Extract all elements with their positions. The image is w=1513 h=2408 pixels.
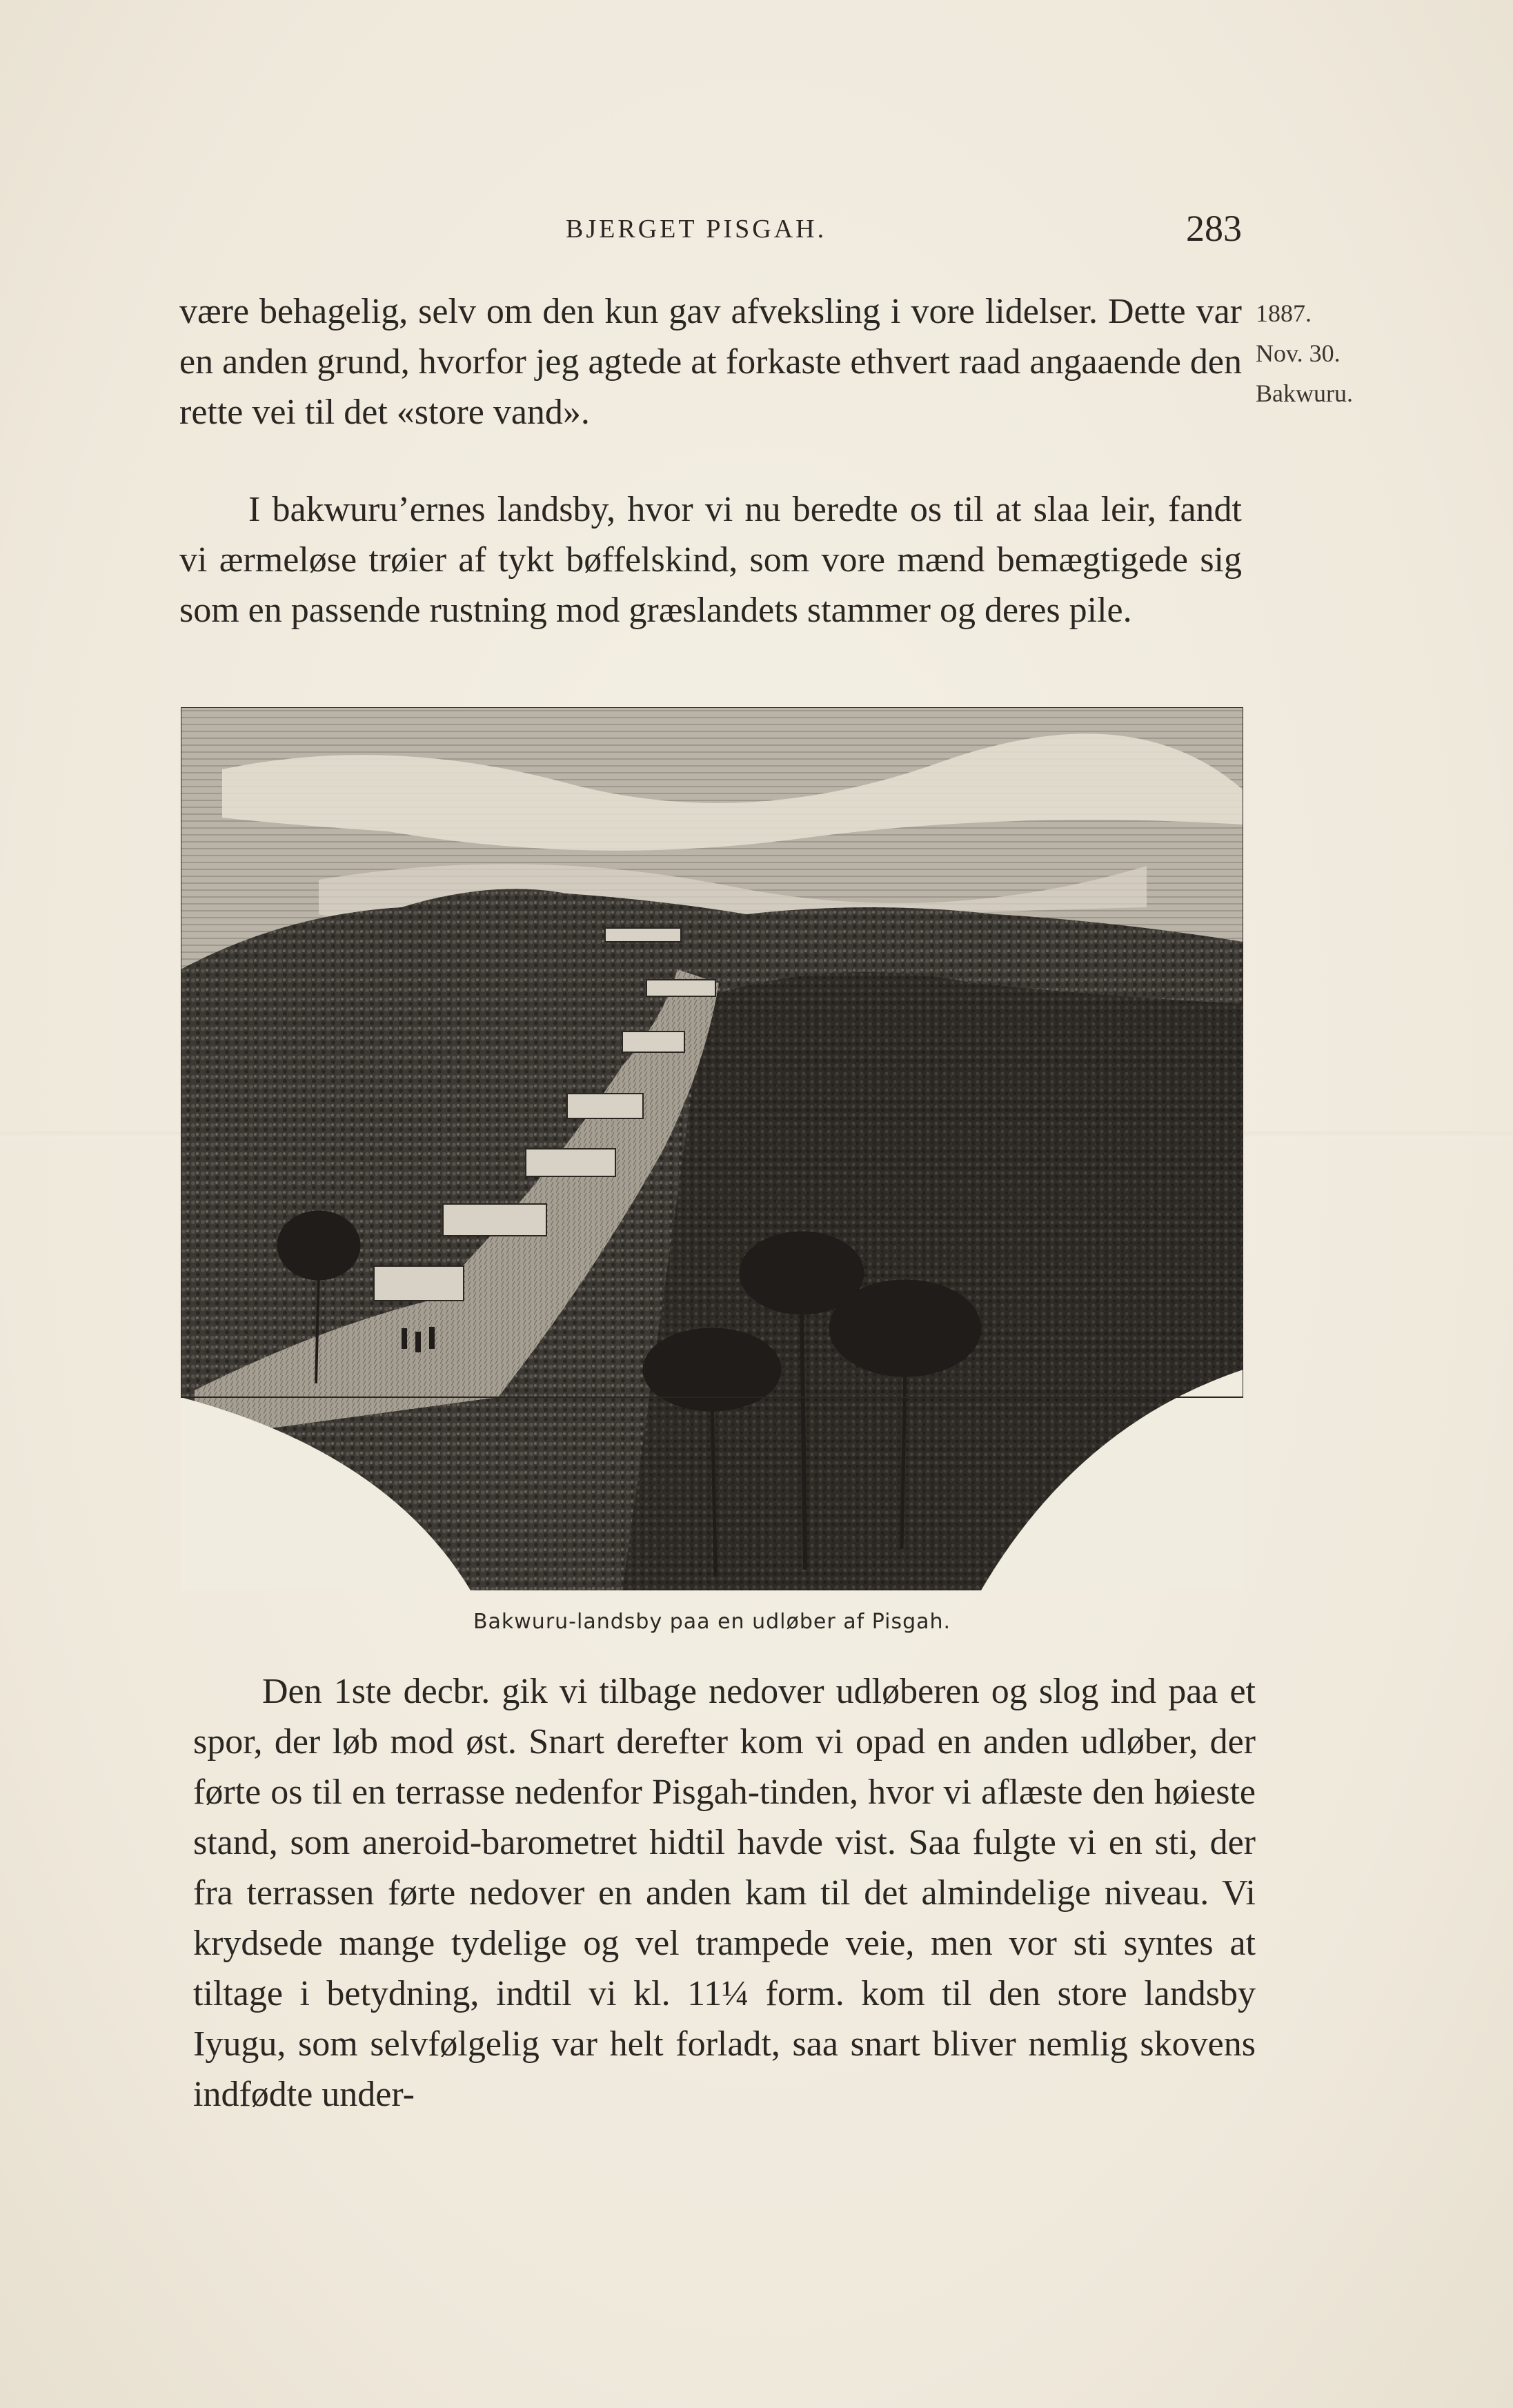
paragraph-3	[193, 1666, 1256, 2120]
margin-note-year: 1887.	[1256, 299, 1312, 327]
paragraph-1-text: være behagelig, selv om den kun gav afveksling i vore lidelser. Dette var en anden grund, hvorfor jeg agtede at forkaste ethvert raad angaaende den rette vei til det «store vand».	[179, 292, 1242, 432]
figure-caption: Bakwuru-landsby paa en udløber af Pisgah.	[473, 1610, 951, 1634]
margin-note	[1256, 293, 1394, 413]
paragraph-1	[179, 286, 1242, 437]
margin-note-date: Nov. 30.	[1256, 339, 1341, 367]
engraving-illustration	[181, 707, 1243, 1590]
page-header	[179, 207, 1242, 255]
margin-note-place: Bakwuru.	[1256, 379, 1353, 407]
running-head: BJERGET PISGAH.	[566, 215, 827, 244]
page-number: 283	[1186, 208, 1242, 249]
paragraph-2-text: I bakwuru’ernes landsby, hvor vi nu beredte os til at slaa leir, fandt vi ærmeløse trøier af tykt bøffelskind, som vore mænd bemægtigede sig som en passende rustning mod græslandets stammer og deres pile.	[179, 490, 1242, 630]
paragraph-2	[179, 484, 1242, 635]
paragraph-3-text: Den 1ste decbr. gik vi tilbage nedover udløberen og slog ind paa et spor, der løb mod øst. Snart derefter kom vi opad en anden udløber, der førte os til en terrasse nedenfor Pisgah-tinden, hvor vi aflæste den høieste stand, som aneroid-barometret hidtil havde vist. Saa fulgte vi en sti, der fra terrassen førte nedover en anden kam til det almindelige niveau. Vi krydsede mange tydelige og vel trampede veie, men vor sti syntes at tiltage i betydning, indtil vi kl. 11¼ form. kom til den store landsby Iyugu, som selvfølgelig var helt forladt, saa snart bliver nemlig skovens indfødte under-	[193, 1672, 1256, 2114]
